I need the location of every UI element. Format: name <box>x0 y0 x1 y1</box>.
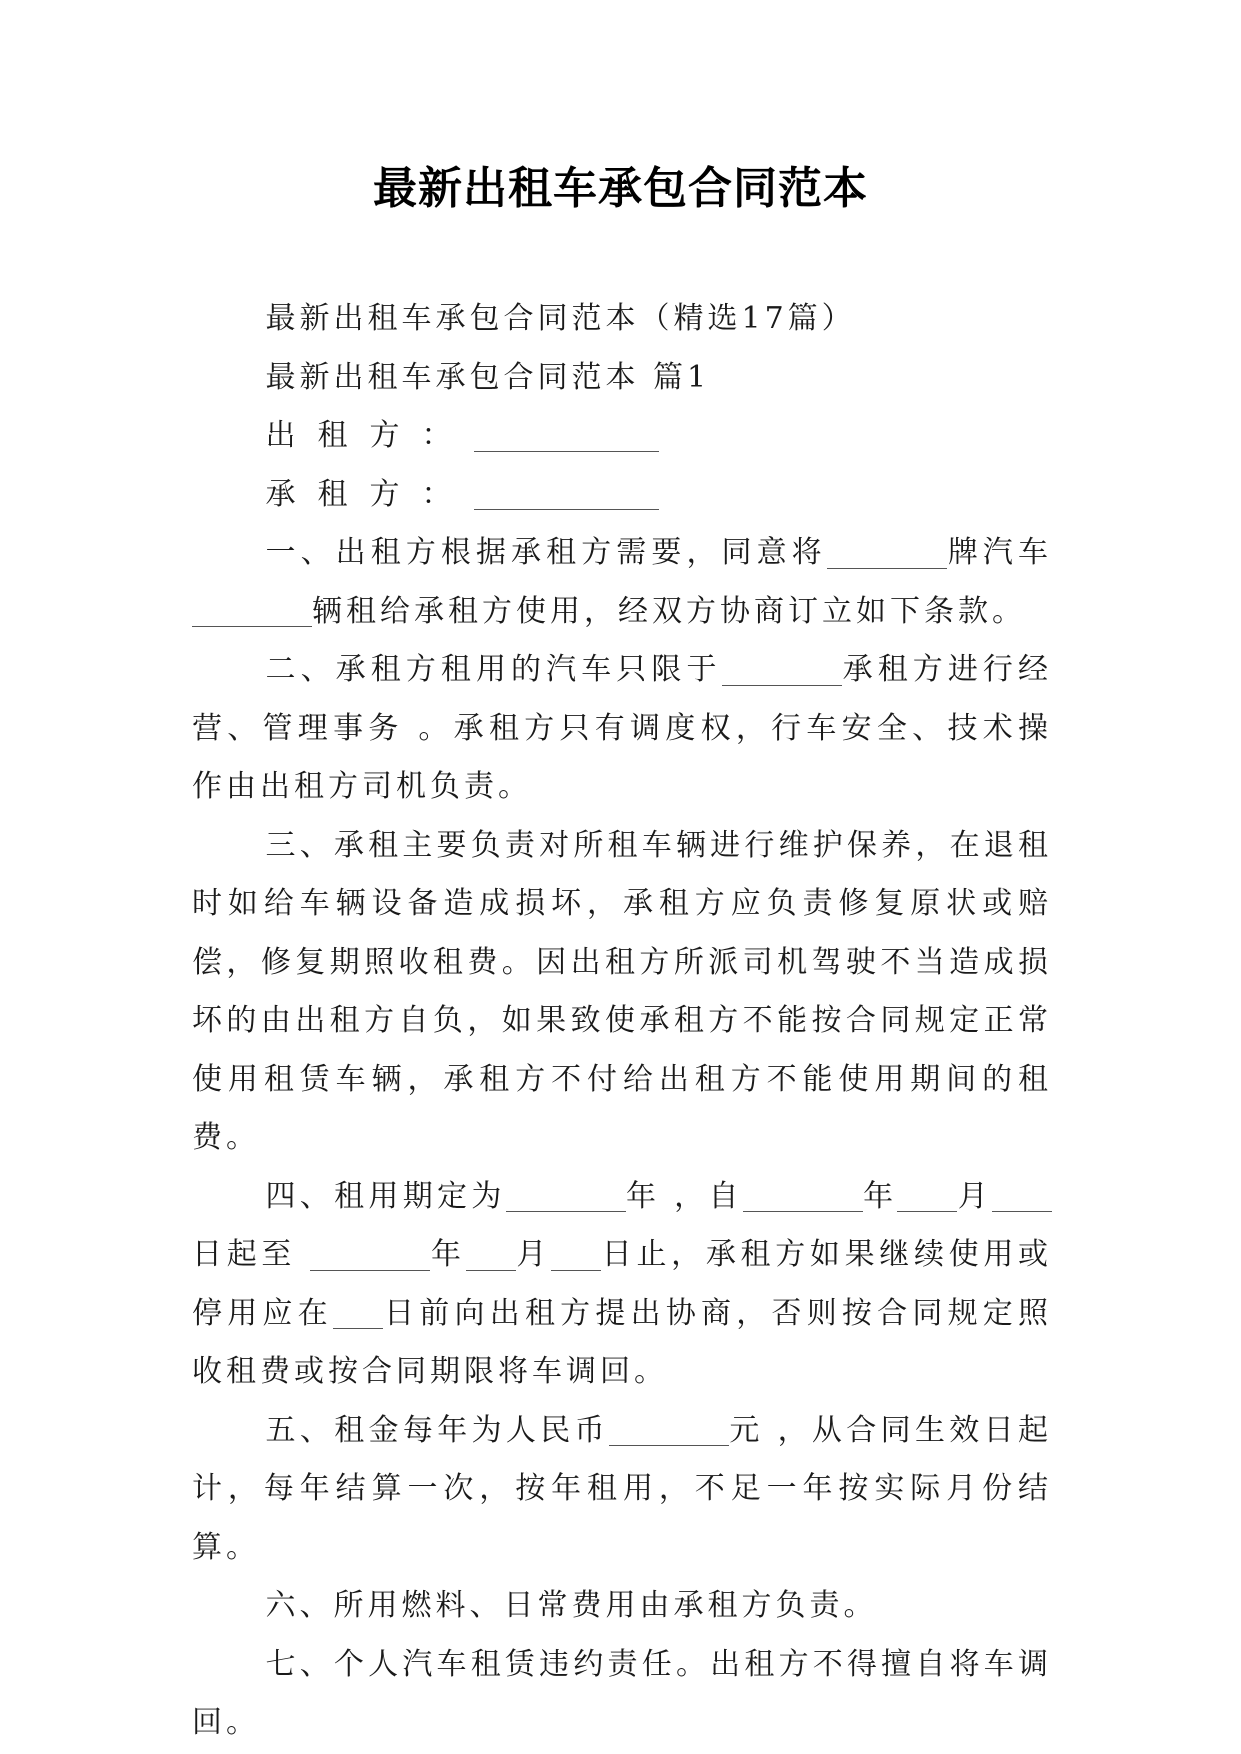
clause-4 <box>192 1168 1052 1402</box>
clause-4-text-d: 月 <box>957 1178 993 1214</box>
term-years-blank <box>506 1180 626 1213</box>
end-month-blank <box>466 1238 516 1271</box>
section-heading: 最新出租车承包合同范本 篇1 <box>265 359 711 395</box>
clause-7: 七、个人汽车租赁违约责任。出租方不得擅自将车调回。 <box>192 1646 1052 1740</box>
document-subtitle: 最新出租车承包合同范本（精选17篇） <box>265 301 856 336</box>
clause-4-text-i: 日前向出租方提出协商，否则按合同规定照收租费或按合同期限将车调回。 <box>192 1295 1053 1389</box>
clause-5 <box>192 1402 1052 1578</box>
start-day-blank <box>992 1180 1052 1213</box>
lessor-blank <box>474 419 659 452</box>
clause-5-text-a: 五、租金每年为人民币 <box>265 1412 609 1448</box>
clause-4-text-g: 月 <box>515 1237 552 1272</box>
start-year-blank <box>743 1180 863 1213</box>
clause-1 <box>192 524 1052 641</box>
vehicle-count-blank <box>192 595 312 628</box>
clause-4-text-c: 年 <box>862 1178 898 1214</box>
clause-1-text-b: 牌汽车 <box>946 535 1053 570</box>
clause-3: 三、承租主要负责对所租车辆进行维护保养，在退租时如给车辆设备造成损坏，承租方应负责修复原状或赔偿，修复期照收租费。因出租方所派司机驾驶不当造成损坏的由出租方自负，如果致使承租方不能按合同规定正常使用租赁车辆，承租方不付给出租方不能使用期间的租费。 <box>192 827 1052 1155</box>
plate-blank <box>827 536 947 569</box>
clause-4-text-a: 四、租用期定为 <box>265 1178 506 1214</box>
clause-5-text-b: 元 ，从合同生效日起计，每年结算一次，按年租用，不足一年按实际月份结算。 <box>192 1412 1052 1565</box>
usage-scope-blank <box>722 653 842 686</box>
clause-6: 六、所用燃料、日常费用由承租方负责。 <box>265 1588 878 1623</box>
clause-4-text-e: 日起至 <box>192 1237 311 1272</box>
lessee-field <box>192 466 1052 525</box>
clause-2 <box>192 641 1052 817</box>
end-year-blank <box>310 1238 430 1271</box>
clause-2-text-b: 承租方进行经营、管理事务 。承租方只有调度权，行车安全、技术操作由出租方司机负责。 <box>192 652 1053 804</box>
lessee-blank <box>474 478 659 511</box>
notice-days-blank <box>333 1297 383 1330</box>
document-body <box>192 290 1052 1753</box>
document-title: 最新出租车承包合同范本 <box>373 163 868 214</box>
rent-amount-blank <box>609 1414 729 1447</box>
clause-4-text-b: 年 ，自 <box>625 1178 743 1214</box>
clause-4-text-f: 年 <box>430 1237 466 1272</box>
clause-2-text-a: 二、承租方租用的汽车只限于 <box>265 652 722 687</box>
clause-4-text-h: 日止，承租方如果继续使用或停用应在 <box>192 1237 1053 1331</box>
lessee-label: 承租方： <box>265 476 474 512</box>
end-day-blank <box>551 1238 601 1271</box>
start-month-blank <box>897 1180 957 1213</box>
lessor-label: 出租方： <box>265 418 474 453</box>
clause-1-text-c: 辆租给承租方使用，经双方协商订立如下条款。 <box>312 593 1026 629</box>
clause-1-text-a: 一、出租方根据承租方需要，同意将 <box>265 535 827 570</box>
lessor-field <box>192 407 1052 466</box>
